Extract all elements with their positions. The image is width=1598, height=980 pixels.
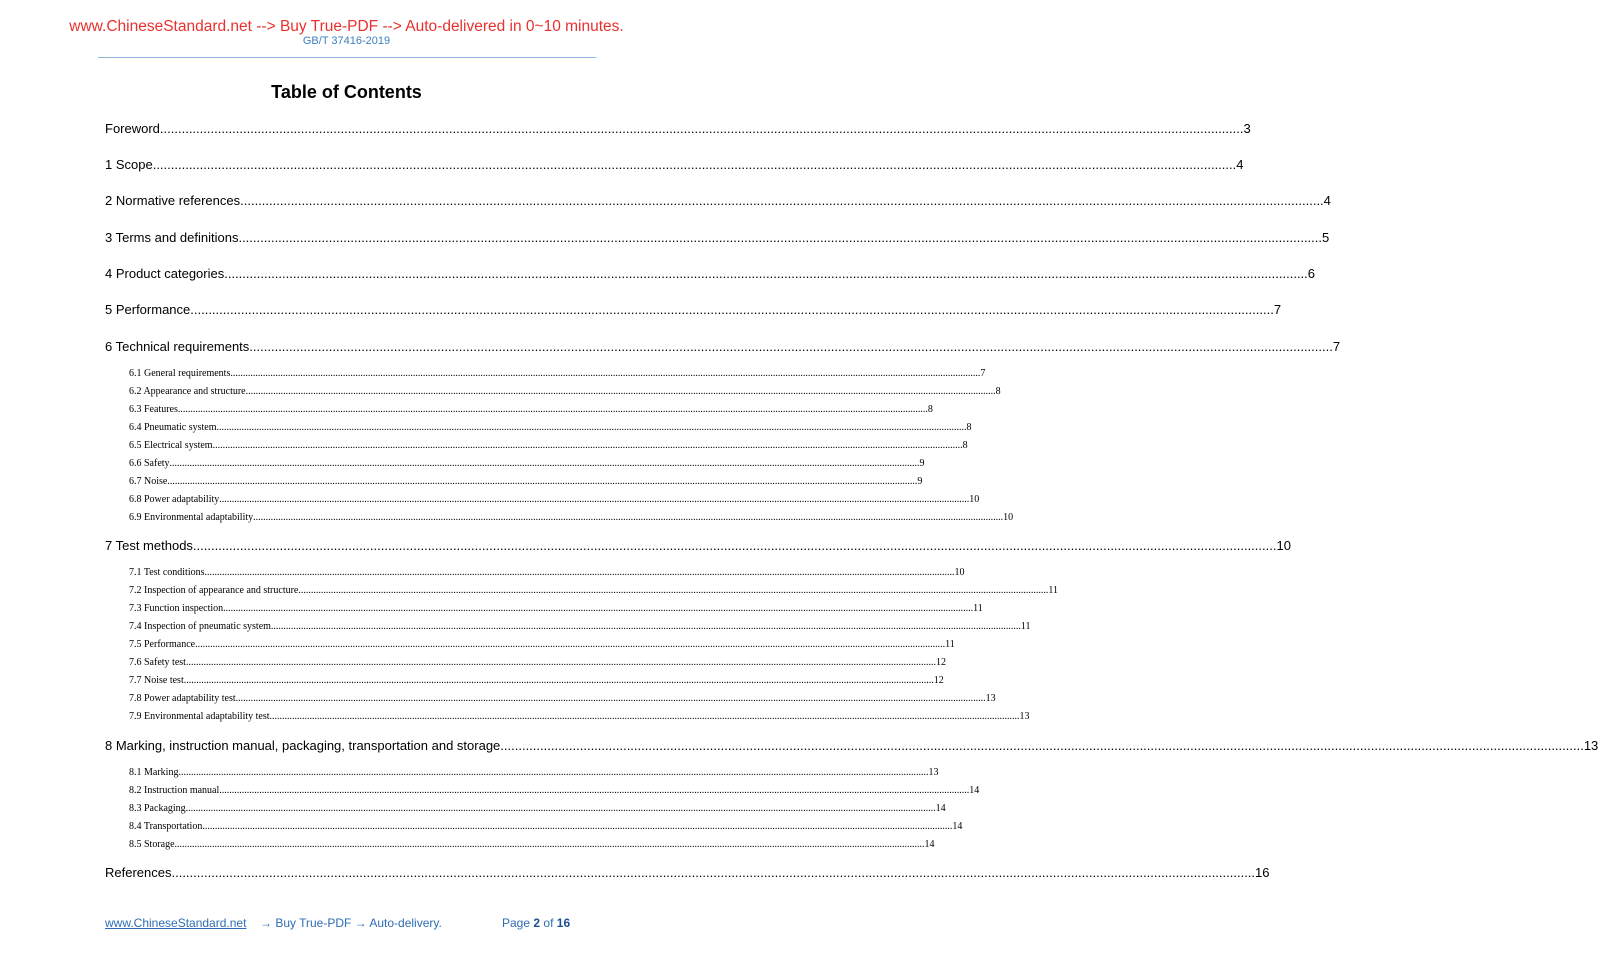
header-divider [98, 57, 596, 58]
toc-entry-label: 1 Scope [105, 157, 153, 172]
toc-entry-page: 10 [954, 567, 965, 578]
toc-entry-page: 9 [917, 476, 923, 487]
toc-entry-label: 6.4 Pneumatic system [129, 422, 217, 433]
toc-leader-dots: ............................................................................................................................................................................................................................................................................................................ [216, 422, 967, 433]
toc-entry[interactable] [129, 603, 983, 614]
toc-entry[interactable] [129, 422, 972, 433]
toc-entry-page: 11 [973, 603, 983, 614]
toc-leader-dots: ............................................................................................................................................................................................................................................................................................................ [159, 121, 1244, 136]
standard-number: GB/T 37416-2019 [302, 35, 391, 47]
toc-entry[interactable] [129, 621, 1031, 632]
toc-leader-dots: ............................................................................................................................................................................................................................................................................................................ [177, 404, 928, 415]
toc-entry[interactable] [129, 675, 944, 686]
toc-entry[interactable] [129, 585, 1059, 596]
toc-entry[interactable] [129, 693, 996, 704]
toc-entry-label: References [105, 865, 172, 880]
toc-leader-dots: ............................................................................................................................................................................................................................................................................................................ [204, 567, 955, 578]
toc-leader-dots: ............................................................................................................................................................................................................................................................................................................ [253, 512, 1004, 523]
toc-entry-label: 8.1 Marking [129, 767, 179, 778]
toc-entry-label: 7.4 Inspection of pneumatic system [129, 621, 271, 632]
toc-entry[interactable] [105, 121, 1251, 136]
toc-entry-label: 6.5 Electrical system [129, 440, 213, 451]
toc-entry-page: 8 [962, 440, 968, 451]
toc-entry[interactable] [129, 803, 946, 814]
toc-entry[interactable] [105, 193, 1331, 208]
toc-leader-dots: ............................................................................................................................................................................................................................................................................................................ [298, 585, 1049, 596]
toc-leader-dots: ............................................................................................................................................................................................................................................................................................................ [269, 711, 1020, 722]
toc-entry-label: 7.9 Environmental adaptability test [129, 711, 270, 722]
toc-entry[interactable] [105, 230, 1330, 245]
toc-entry-page: 8 [927, 404, 933, 415]
current-page-number: 2 [533, 916, 541, 930]
toc-leader-dots: ............................................................................................................................................................................................................................................................................................................ [500, 738, 1584, 753]
toc-leader-dots: ............................................................................................................................................................................................................................................................................................................ [152, 157, 1237, 172]
toc-entry-label: 8.5 Storage [129, 839, 175, 850]
toc-leader-dots: ............................................................................................................................................................................................................................................................................................................ [219, 785, 970, 796]
toc-entry-page: 4 [1323, 193, 1331, 208]
toc-leader-dots: ............................................................................................................................................................................................................................................................................................................ [219, 494, 970, 505]
toc-leader-dots: ............................................................................................................................................................................................................................................................................................................ [230, 368, 981, 379]
toc-entry-page: 12 [933, 675, 944, 686]
toc-entry-page: 16 [1255, 865, 1270, 880]
toc-entry-label: 2 Normative references [105, 193, 241, 208]
toc-entry-label: 6.1 General requirements [129, 368, 231, 379]
toc-entry[interactable] [129, 785, 980, 796]
toc-entry-page: 14 [952, 821, 963, 832]
toc-entry-page: 12 [935, 657, 946, 668]
toc-entry[interactable] [129, 386, 1001, 397]
toc-entry[interactable] [129, 440, 968, 451]
toc-entry[interactable] [129, 512, 1014, 523]
toc-leader-dots: ............................................................................................................................................................................................................................................................................................................ [169, 458, 920, 469]
toc-entry-label: 6.2 Appearance and structure [129, 386, 246, 397]
toc-entry-page: 7 [1332, 339, 1341, 354]
toc-entry-label: 7.3 Function inspection [129, 603, 224, 614]
toc-entry-label: 7.1 Test conditions [129, 567, 205, 578]
toc-leader-dots: ............................................................................................................................................................................................................................................................................................................ [190, 302, 1274, 317]
toc-leader-dots: ............................................................................................................................................................................................................................................................................................................ [212, 440, 963, 451]
toc-leader-dots: ............................................................................................................................................................................................................................................................................................................ [185, 803, 936, 814]
toc-entry-label: 6 Technical requirements [105, 339, 250, 354]
toc-entry[interactable] [129, 839, 935, 850]
toc-entry-label: 6.6 Safety [129, 458, 170, 469]
toc-entry-label: 7.2 Inspection of appearance and structure [129, 585, 299, 596]
toc-entry[interactable] [105, 738, 1598, 753]
toc-entry-label: 4 Product categories [105, 266, 225, 281]
toc-entry-page: 11 [1020, 621, 1031, 632]
toc-entry[interactable] [105, 538, 1291, 553]
toc-entry[interactable] [129, 476, 923, 487]
toc-entry-page: 10 [1003, 512, 1014, 523]
of-word: of [543, 916, 554, 930]
toc-entry-page: 11 [945, 639, 955, 650]
toc-entry-page: 13 [985, 693, 996, 704]
toc-entry-label: 8.2 Instruction manual [129, 785, 220, 796]
toc-leader-dots: ............................................................................................................................................................................................................................................................................................................ [202, 821, 953, 832]
toc-entry-page: 8 [995, 386, 1001, 397]
toc-entry[interactable] [129, 494, 980, 505]
toc-entry-page: 13 [928, 767, 939, 778]
toc-entry-page: 3 [1243, 121, 1251, 136]
total-pages-number: 16 [556, 916, 571, 930]
toc-entry-label: 5 Performance [105, 302, 191, 317]
toc-entry-page: 14 [969, 785, 980, 796]
toc-entry[interactable] [129, 767, 939, 778]
toc-entry-page: 11 [1048, 585, 1059, 596]
toc-entry[interactable] [129, 711, 1030, 722]
toc-leader-dots: ............................................................................................................................................................................................................................................................................................................ [174, 839, 925, 850]
toc-leader-dots: ............................................................................................................................................................................................................................................................................................................ [224, 266, 1308, 281]
promo-banner[interactable]: www.ChineseStandard.net --> Buy True-PDF --> Auto-delivered in 0~10 minutes. [69, 18, 624, 35]
toc-leader-dots: ............................................................................................................................................................................................................................................................................................................ [245, 386, 996, 397]
toc-entry-label: 6.9 Environmental adaptability [129, 512, 254, 523]
toc-entry-page: 9 [919, 458, 925, 469]
toc-leader-dots: ............................................................................................................................................................................................................................................................................................................ [178, 767, 929, 778]
toc-entry-label: 8 Marking, instruction manual, packaging, transportation and storage [105, 738, 501, 753]
toc-entry-label: 7.6 Safety test [129, 657, 186, 668]
toc-entry[interactable] [105, 339, 1341, 354]
toc-entry-page: 13 [1019, 711, 1030, 722]
toc-leader-dots: ............................................................................................................................................................................................................................................................................................................ [238, 230, 1322, 245]
toc-entry[interactable] [129, 821, 963, 832]
toc-entry[interactable] [129, 368, 986, 379]
toc-leader-dots: ............................................................................................................................................................................................................................................................................................................ [249, 339, 1333, 354]
page-word: Page [502, 916, 531, 930]
toc-leader-dots: ............................................................................................................................................................................................................................................................................................................ [185, 657, 936, 668]
toc-leader-dots: ............................................................................................................................................................................................................................................................................................................ [183, 675, 934, 686]
toc-leader-dots: ............................................................................................................................................................................................................................................................................................................ [270, 621, 1021, 632]
toc-entry-label: 7.8 Power adaptability test [129, 693, 236, 704]
toc-entry-page: 6 [1307, 266, 1316, 281]
toc-entry-label: 8.3 Packaging [129, 803, 186, 814]
toc-entry-label: 6.7 Noise [129, 476, 168, 487]
toc-leader-dots: ............................................................................................................................................................................................................................................................................................................ [167, 476, 918, 487]
toc-entry-page: 5 [1322, 230, 1330, 245]
toc-entry-page: 7 [1273, 302, 1282, 317]
toc-entry-page: 13 [1583, 738, 1598, 753]
toc-entry[interactable] [105, 865, 1270, 880]
toc-entry-label: 3 Terms and definitions [105, 230, 239, 245]
toc-entry[interactable] [129, 657, 946, 668]
toc-leader-dots: ............................................................................................................................................................................................................................................................................................................ [171, 865, 1256, 880]
toc-entry-label: Foreword [105, 121, 160, 136]
toc-entry[interactable] [105, 302, 1282, 317]
toc-entry-label: 7.7 Noise test [129, 675, 184, 686]
toc-entry[interactable] [129, 458, 925, 469]
toc-entry-page: 10 [969, 494, 980, 505]
toc-entry-page: 4 [1236, 157, 1244, 172]
toc-entry[interactable] [129, 567, 965, 578]
toc-leader-dots: ............................................................................................................................................................................................................................................................................................................ [240, 193, 1324, 208]
toc-entry-label: 7 Test methods [105, 538, 193, 553]
toc-entry-page: 7 [980, 368, 986, 379]
toc-leader-dots: ............................................................................................................................................................................................................................................................................................................ [195, 639, 946, 650]
footer-site-link[interactable]: www.ChineseStandard.net [105, 916, 247, 930]
toc-title: Table of Contents [271, 82, 422, 102]
toc-entry[interactable] [105, 157, 1244, 172]
toc-leader-dots: ............................................................................................................................................................................................................................................................................................................ [223, 603, 974, 614]
footer-tagline: → Buy True-PDF → Auto-delivery. [260, 916, 442, 930]
toc-entry[interactable] [129, 404, 933, 415]
toc-entry-page: 14 [935, 803, 946, 814]
toc-entry-page: 10 [1276, 538, 1291, 553]
toc-entry-label: 6.8 Power adaptability [129, 494, 220, 505]
toc-entry[interactable] [129, 639, 955, 650]
toc-entry-label: 6.3 Features [129, 404, 178, 415]
toc-entry-page: 14 [924, 839, 935, 850]
toc-leader-dots: ............................................................................................................................................................................................................................................................................................................ [235, 693, 986, 704]
toc-leader-dots: ............................................................................................................................................................................................................................................................................................................ [192, 538, 1277, 553]
toc-entry-page: 8 [966, 422, 972, 433]
page-indicator [502, 916, 570, 930]
toc-entry[interactable] [105, 266, 1316, 281]
toc-entry-label: 7.5 Performance [129, 639, 196, 650]
toc-entry-label: 8.4 Transportation [129, 821, 203, 832]
